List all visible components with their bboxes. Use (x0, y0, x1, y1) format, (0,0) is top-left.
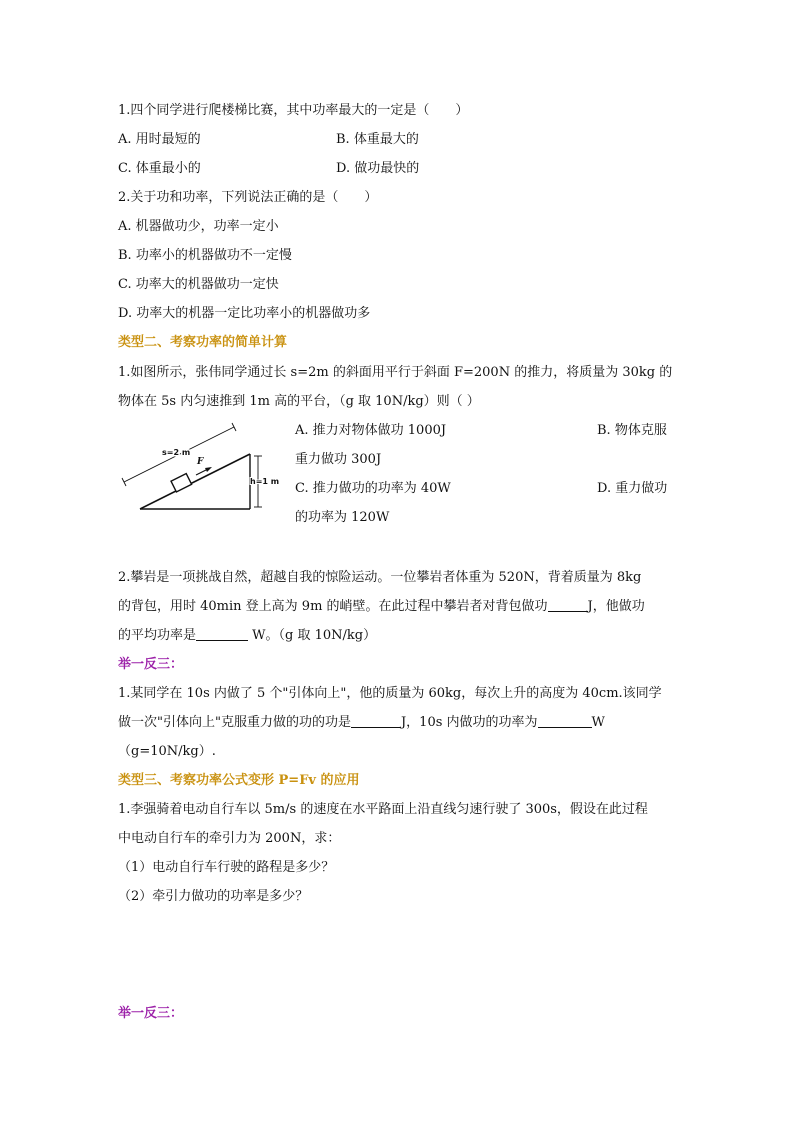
type3-heading: 类型三、考察功率公式变形 P=Fv 的应用 (118, 773, 360, 788)
incline-figure (118, 418, 286, 514)
q3-line2: 物体在 5s 内匀速推到 1m 高的平台，（g 取 10N/kg）则（ ） (118, 394, 480, 409)
q3-line1: 1.如图所示，张伟同学通过长 s=2m 的斜面用平行于斜面 F=200N 的推力，将质量为 30kg 的 (118, 365, 673, 380)
q4-line2: 的背包，用时 40min 登上高为 9m 的峭壁。在此过程中攀岩者对背包做功 J，他做功 (118, 599, 645, 614)
answer-blank[interactable] (351, 714, 401, 728)
height-label: h=1 m (250, 477, 280, 486)
q3-option-b-cont: 重力做功 300J (295, 452, 382, 467)
q4-line3: 的平均功率是 W。（g 取 10N/kg） (118, 628, 377, 643)
practice-heading-2: 举一反三： (118, 1006, 184, 1021)
type2-heading: 类型二、考察功率的简单计算 (118, 335, 288, 350)
q1-option-b: B. 体重最大的 (336, 132, 419, 147)
q6-sub1: （1）电动自行车行驶的路程是多少？ (118, 860, 335, 875)
q3-option-c: C. 推力做功的功率为 40W (295, 481, 451, 496)
q3-option-d-cont: 的功率为 120W (295, 510, 390, 525)
force-label: F (197, 457, 204, 467)
q1-option-c: C. 体重最小的 (118, 161, 201, 176)
q2-option-b: B. 功率小的机器做功不一定慢 (118, 248, 292, 263)
length-label: s=2 m (162, 448, 191, 457)
q6-line2: 中电动自行车的牵引力为 200N，求： (118, 831, 341, 846)
q3-option-d: D. 重力做功 (597, 481, 668, 496)
q1-option-d: D. 做功最快的 (336, 161, 420, 176)
q5-line1: 1.某同学在 10s 内做了 5 个"引体向上"，他的质量为 60kg，每次上升的高度为 40cm.该同学 (118, 686, 662, 701)
q4-line1: 2.攀岩是一项挑战自然，超越自我的惊险运动。一位攀岩者体重为 520N，背着质量为 8kg (118, 570, 642, 585)
q2-option-a: A. 机器做功少，功率一定小 (118, 219, 279, 234)
q2-stem: 2.关于功和功率，下列说法正确的是（ ） (118, 190, 378, 205)
answer-blank[interactable] (196, 627, 248, 641)
q5-line3: （g=10N/kg）. (118, 744, 216, 759)
q3-option-a: A. 推力对物体做功 1000J (295, 423, 447, 438)
q2-option-c: C. 功率大的机器做功一定快 (118, 277, 279, 292)
q6-line1: 1.李强骑着电动自行车以 5m/s 的速度在水平路面上沿直线匀速行驶了 300s，假设在此过程 (118, 802, 648, 817)
q3-option-b: B. 物体克服 (597, 423, 667, 438)
q1-stem: 1.四个同学进行爬楼梯比赛，其中功率最大的一定是（ ） (118, 103, 469, 118)
answer-blank[interactable] (538, 714, 592, 728)
q1-option-a: A. 用时最短的 (118, 132, 201, 147)
practice-heading-1: 举一反三： (118, 657, 184, 672)
answer-blank[interactable] (548, 598, 588, 612)
q2-option-d: D. 功率大的机器一定比功率小的机器做功多 (118, 306, 371, 321)
q5-line2: 做一次"引体向上"克服重力做的功的功是 J，10s 内做功的功率为 W (118, 715, 605, 730)
q6-sub2: （2）牵引力做功的功率是多少？ (118, 889, 309, 904)
